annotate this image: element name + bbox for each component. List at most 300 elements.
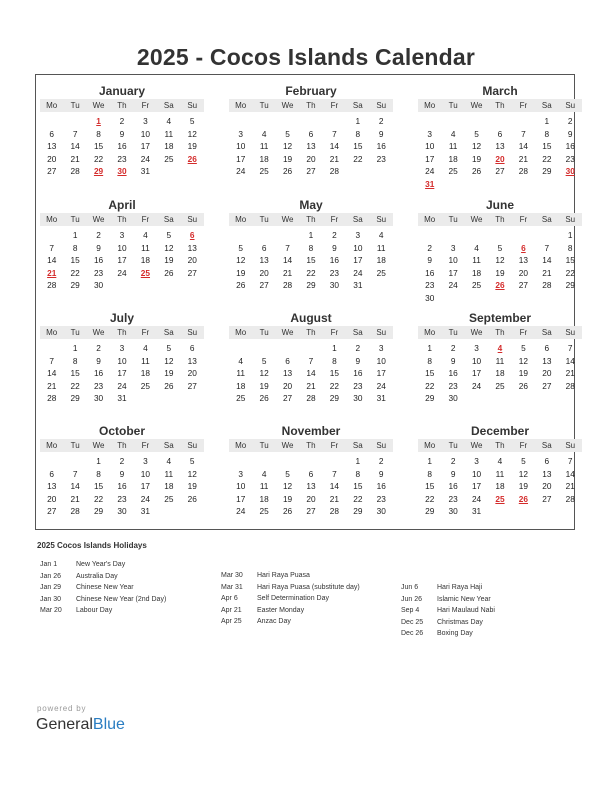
week-row — [418, 279, 582, 292]
day-cell: 13 — [306, 141, 316, 152]
weekday-label: Su — [565, 101, 576, 110]
day-cell: 22 — [93, 153, 104, 164]
day-cell — [276, 342, 299, 355]
weekday-label: Su — [376, 101, 387, 110]
week-row — [418, 493, 582, 506]
month-october — [40, 424, 204, 534]
weekday-header — [40, 439, 204, 452]
holiday-date: Jan 26 — [40, 572, 62, 580]
day-cell: 15 — [93, 141, 104, 152]
day-cell — [181, 279, 204, 292]
day-cell: 9 — [378, 468, 384, 479]
day-cell — [157, 165, 180, 178]
day-cell: 1 — [355, 456, 361, 466]
holiday-name: Labour Day — [76, 607, 113, 614]
day-cell: 29 — [306, 280, 316, 291]
weekday-label: Fr — [141, 215, 150, 224]
holiday-name: New Year's Day — [76, 561, 126, 568]
month-days — [418, 115, 582, 191]
day-cell: 30 — [448, 393, 458, 404]
day-cell: 27 — [259, 280, 269, 291]
month-days — [229, 115, 393, 178]
weekday-label: Mo — [424, 101, 436, 110]
week-row — [418, 254, 582, 267]
weekday-header — [418, 213, 582, 226]
month-september — [418, 311, 582, 421]
day-cell: 29 — [70, 280, 80, 291]
weekday-label: Th — [117, 101, 127, 110]
day-cell: 9 — [119, 468, 125, 479]
week-row — [40, 115, 204, 128]
day-cell: 24 — [140, 493, 151, 504]
weekday-header — [40, 99, 204, 112]
weekday-label: Sa — [352, 101, 363, 110]
day-cell: 14 — [282, 255, 293, 266]
week-row — [229, 493, 393, 506]
holiday-item — [401, 605, 495, 617]
day-cell — [157, 279, 180, 292]
weekday-label: Mo — [424, 328, 436, 337]
day-cell: 16 — [93, 255, 104, 266]
day-cell: 27 — [282, 393, 293, 404]
day-cell: 15 — [565, 255, 575, 266]
day-cell: 20 — [542, 481, 552, 492]
day-cell: 9 — [567, 128, 573, 139]
holiday-item — [401, 594, 495, 606]
holidays-title: 2025 Cocos Islands Holidays — [37, 541, 147, 550]
day-cell: 30 — [376, 506, 386, 517]
day-cell: 23 — [376, 153, 386, 164]
day-cell: 31 — [471, 506, 482, 517]
month-name: July — [109, 311, 134, 325]
day-cell: 20 — [47, 493, 57, 504]
holiday-day-cell: 21 — [47, 267, 57, 278]
weekday-header — [418, 326, 582, 339]
day-cell: 7 — [308, 355, 314, 366]
day-cell: 14 — [47, 255, 57, 266]
weekday-label: Su — [187, 441, 198, 450]
week-row — [229, 153, 393, 166]
weekday-label: Th — [495, 328, 505, 337]
weekday-label: Th — [117, 441, 127, 450]
day-cell — [346, 165, 369, 178]
day-cell: 7 — [332, 468, 337, 479]
day-cell: 4 — [238, 355, 244, 366]
day-cell: 21 — [565, 481, 575, 492]
weekday-label: Th — [495, 101, 505, 110]
day-cell: 6 — [544, 456, 550, 466]
week-row — [40, 468, 204, 481]
weekday-label: We — [281, 441, 294, 450]
weekday-label: We — [92, 328, 105, 337]
day-cell: 24 — [140, 153, 151, 164]
day-cell: 22 — [306, 267, 316, 278]
weekday-header — [40, 213, 204, 226]
month-name: February — [285, 84, 337, 98]
day-cell: 20 — [282, 380, 293, 391]
day-cell: 8 — [332, 355, 337, 366]
generalblue-logo[interactable] — [36, 716, 125, 734]
day-cell: 22 — [353, 153, 363, 164]
day-cell: 19 — [282, 153, 293, 164]
day-cell: 1 — [355, 116, 361, 126]
weekday-label: Sa — [352, 328, 363, 337]
weekday-label: Tu — [448, 328, 458, 337]
day-cell: 18 — [448, 153, 458, 164]
holiday-item — [221, 593, 360, 605]
day-cell: 27 — [495, 166, 505, 177]
week-row — [229, 128, 393, 141]
day-cell — [370, 165, 393, 178]
day-cell: 11 — [164, 128, 174, 139]
day-cell: 1 — [96, 456, 101, 466]
holiday-name: Hari Raya Haji — [437, 584, 483, 591]
day-cell: 6 — [49, 128, 55, 139]
day-cell — [441, 115, 464, 128]
week-row — [40, 242, 204, 255]
day-cell: 6 — [544, 343, 550, 353]
week-row — [40, 367, 204, 380]
weekday-label: Su — [187, 328, 198, 337]
day-cell: 13 — [495, 141, 505, 152]
day-cell: 5 — [189, 116, 195, 126]
holiday-date: Mar 31 — [221, 583, 243, 591]
weekday-label: Th — [306, 441, 316, 450]
week-row — [40, 254, 204, 267]
day-cell: 3 — [474, 456, 479, 466]
day-cell: 13 — [306, 481, 316, 492]
weekday-label: Fr — [330, 101, 339, 110]
day-cell: 30 — [329, 280, 340, 291]
weekday-label: Mo — [46, 328, 58, 337]
holiday-day-cell: 25 — [140, 267, 151, 278]
weekday-label: Tu — [70, 441, 80, 450]
holiday-name: Chinese New Year (2nd Day) — [76, 595, 167, 603]
day-cell: 21 — [329, 153, 340, 164]
day-cell: 17 — [471, 481, 482, 492]
day-cell: 18 — [495, 481, 505, 492]
day-cell: 27 — [187, 267, 197, 278]
day-cell: 28 — [542, 280, 552, 291]
day-cell: 25 — [471, 280, 482, 291]
day-cell: 2 — [378, 116, 384, 126]
month-august — [229, 311, 393, 421]
day-cell: 27 — [518, 280, 529, 291]
day-cell: 18 — [140, 368, 151, 379]
day-cell: 17 — [117, 368, 127, 379]
weekday-label: Mo — [46, 441, 58, 450]
day-cell — [535, 229, 558, 242]
day-cell: 29 — [542, 166, 552, 177]
day-cell: 1 — [544, 116, 550, 126]
week-row — [229, 342, 393, 355]
month-march — [418, 84, 582, 194]
weekday-label: Sa — [163, 215, 174, 224]
month-name: October — [98, 424, 145, 438]
day-cell — [512, 392, 535, 405]
weekday-label: Su — [187, 101, 198, 110]
day-cell — [229, 115, 252, 128]
day-cell: 14 — [70, 481, 80, 492]
holiday-day-cell: 25 — [495, 493, 505, 504]
holiday-item — [401, 628, 495, 640]
holiday-day-cell: 30 — [565, 166, 575, 177]
weekday-label: Fr — [330, 328, 339, 337]
week-row — [40, 153, 204, 166]
day-cell: 11 — [472, 255, 481, 266]
day-cell: 19 — [187, 481, 197, 492]
weekday-label: Fr — [519, 101, 528, 110]
day-cell — [512, 115, 535, 128]
day-cell: 23 — [448, 380, 458, 391]
day-cell: 2 — [332, 230, 337, 240]
day-cell: 22 — [425, 493, 435, 504]
weekday-header — [229, 439, 393, 452]
day-cell: 14 — [70, 141, 80, 152]
month-days — [40, 115, 204, 178]
day-cell: 11 — [259, 141, 269, 152]
week-row — [418, 115, 582, 128]
week-row — [418, 468, 582, 481]
day-cell: 21 — [518, 153, 529, 164]
week-row — [418, 229, 582, 242]
holiday-day-cell: 26 — [495, 280, 505, 291]
week-row — [229, 279, 393, 292]
weekday-label: Su — [376, 215, 387, 224]
day-cell: 8 — [427, 468, 433, 479]
day-cell — [40, 115, 63, 128]
holiday-date: Sep 4 — [401, 607, 420, 614]
day-cell: 4 — [474, 242, 479, 253]
day-cell: 12 — [282, 141, 293, 152]
weekday-label: Su — [565, 328, 576, 337]
week-row — [229, 267, 393, 280]
week-row — [40, 342, 204, 355]
day-cell: 7 — [567, 343, 573, 353]
weekday-label: Mo — [235, 215, 247, 224]
day-cell — [323, 455, 346, 468]
day-cell: 12 — [471, 141, 482, 152]
day-cell: 5 — [261, 355, 267, 366]
day-cell: 28 — [565, 493, 575, 504]
day-cell: 28 — [47, 280, 57, 291]
week-row — [229, 115, 393, 128]
holiday-date: Apr 21 — [221, 606, 242, 614]
week-row — [40, 355, 204, 368]
weekday-label: Fr — [519, 215, 528, 224]
day-cell: 26 — [282, 166, 293, 177]
day-cell: 12 — [187, 128, 197, 139]
day-cell: 3 — [474, 343, 479, 353]
week-row — [229, 165, 393, 178]
day-cell: 30 — [353, 393, 363, 404]
day-cell: 9 — [96, 242, 101, 253]
week-row — [229, 242, 393, 255]
day-cell: 31 — [117, 393, 127, 404]
day-cell: 6 — [189, 343, 195, 353]
day-cell: 15 — [353, 141, 363, 152]
day-cell: 13 — [518, 255, 529, 266]
holiday-date: Mar 20 — [40, 607, 62, 614]
day-cell: 20 — [542, 368, 552, 379]
day-cell: 22 — [425, 380, 435, 391]
page-title: 2025 - Cocos Islands Calendar — [136, 44, 476, 70]
day-cell: 24 — [236, 506, 246, 517]
week-row — [418, 367, 582, 380]
day-cell: 16 — [448, 368, 458, 379]
day-cell: 1 — [427, 456, 433, 466]
week-row — [40, 380, 204, 393]
day-cell: 10 — [236, 481, 246, 492]
day-cell — [465, 292, 488, 305]
month-name: April — [108, 198, 136, 212]
weekday-label: Sa — [541, 328, 552, 337]
day-cell: 18 — [164, 141, 174, 152]
day-cell: 10 — [376, 355, 386, 366]
day-cell: 4 — [261, 128, 267, 139]
week-row — [229, 455, 393, 468]
day-cell: 18 — [259, 493, 269, 504]
holiday-name: Islamic New Year — [437, 595, 491, 603]
month-days — [40, 342, 204, 405]
day-cell: 11 — [448, 141, 458, 152]
weekday-label: Su — [376, 441, 387, 450]
month-days — [418, 229, 582, 305]
weekday-label: Mo — [235, 328, 247, 337]
month-february — [229, 84, 393, 194]
day-cell: 28 — [70, 166, 80, 177]
day-cell: 9 — [450, 355, 456, 366]
day-cell: 10 — [117, 242, 127, 253]
day-cell: 29 — [329, 393, 340, 404]
holiday-column — [401, 582, 495, 640]
weekday-label: We — [281, 328, 294, 337]
holiday-item — [401, 617, 495, 629]
day-cell: 11 — [495, 468, 505, 479]
day-cell: 24 — [471, 380, 482, 391]
day-cell — [252, 229, 275, 242]
week-row — [229, 254, 393, 267]
day-cell: 5 — [285, 468, 290, 479]
weekday-label: We — [470, 215, 483, 224]
day-cell: 22 — [93, 493, 104, 504]
month-november — [229, 424, 393, 534]
day-cell: 20 — [187, 368, 197, 379]
day-cell: 13 — [187, 242, 197, 253]
weekday-label: Sa — [541, 101, 552, 110]
day-cell: 4 — [143, 343, 148, 353]
day-cell — [40, 229, 63, 242]
day-cell: 11 — [164, 468, 174, 479]
week-row — [40, 279, 204, 292]
day-cell: 31 — [140, 506, 151, 517]
weekday-label: Tu — [448, 215, 458, 224]
holiday-name: Anzac Day — [257, 618, 291, 625]
day-cell: 10 — [471, 468, 482, 479]
day-cell — [181, 505, 204, 518]
day-cell: 27 — [187, 380, 197, 391]
holiday-day-cell: 31 — [425, 178, 435, 189]
day-cell: 3 — [238, 128, 244, 139]
day-cell: 8 — [308, 242, 314, 253]
day-cell: 5 — [166, 343, 172, 353]
day-cell — [488, 392, 511, 405]
holiday-column — [40, 559, 166, 617]
week-row — [418, 292, 582, 305]
day-cell: 28 — [329, 166, 340, 177]
day-cell: 9 — [378, 128, 384, 139]
day-cell: 17 — [140, 481, 151, 492]
weekday-label: Fr — [330, 441, 339, 450]
holiday-name: Hari Maulaud Nabi — [437, 607, 495, 614]
weekday-label: Sa — [352, 441, 363, 450]
day-cell: 16 — [353, 368, 363, 379]
day-cell: 2 — [450, 456, 456, 466]
day-cell: 26 — [164, 380, 174, 391]
week-row — [418, 342, 582, 355]
day-cell — [488, 505, 511, 518]
week-row — [229, 480, 393, 493]
week-row — [418, 140, 582, 153]
weekday-label: Sa — [163, 328, 174, 337]
day-cell: 2 — [378, 456, 384, 466]
week-row — [229, 355, 393, 368]
day-cell — [323, 115, 346, 128]
day-cell: 24 — [117, 380, 127, 391]
weekday-label: Fr — [519, 328, 528, 337]
day-cell: 16 — [376, 481, 386, 492]
day-cell: 16 — [93, 368, 104, 379]
week-row — [40, 229, 204, 242]
month-june — [418, 198, 582, 308]
weekday-label: Sa — [541, 441, 552, 450]
day-cell: 7 — [567, 456, 573, 466]
day-cell: 1 — [567, 230, 573, 240]
day-cell: 17 — [353, 255, 363, 266]
day-cell: 19 — [236, 267, 246, 278]
day-cell: 23 — [353, 380, 363, 391]
day-cell: 1 — [332, 343, 337, 353]
week-row — [418, 355, 582, 368]
weekday-label: We — [92, 441, 105, 450]
holiday-date: Jan 29 — [40, 584, 62, 591]
month-days — [229, 342, 393, 405]
day-cell: 6 — [497, 128, 503, 139]
day-cell: 19 — [518, 481, 529, 492]
day-cell: 14 — [565, 468, 575, 479]
day-cell — [134, 279, 157, 292]
day-cell: 18 — [376, 255, 386, 266]
day-cell: 16 — [565, 141, 575, 152]
day-cell: 10 — [140, 128, 151, 139]
weekday-header — [229, 213, 393, 226]
day-cell: 28 — [329, 506, 340, 517]
holiday-item — [221, 605, 360, 617]
week-row — [40, 267, 204, 280]
holiday-day-cell: 26 — [187, 153, 197, 164]
day-cell: 26 — [187, 493, 197, 504]
day-cell: 19 — [495, 267, 505, 278]
day-cell — [252, 342, 275, 355]
week-row — [418, 165, 582, 178]
powered-by-label: powered by — [37, 704, 87, 713]
weekday-label: Sa — [541, 215, 552, 224]
day-cell — [488, 229, 511, 242]
day-cell: 3 — [355, 230, 361, 240]
holiday-name: Self Determination Day — [257, 595, 329, 602]
day-cell — [63, 455, 86, 468]
day-cell: 21 — [70, 493, 80, 504]
